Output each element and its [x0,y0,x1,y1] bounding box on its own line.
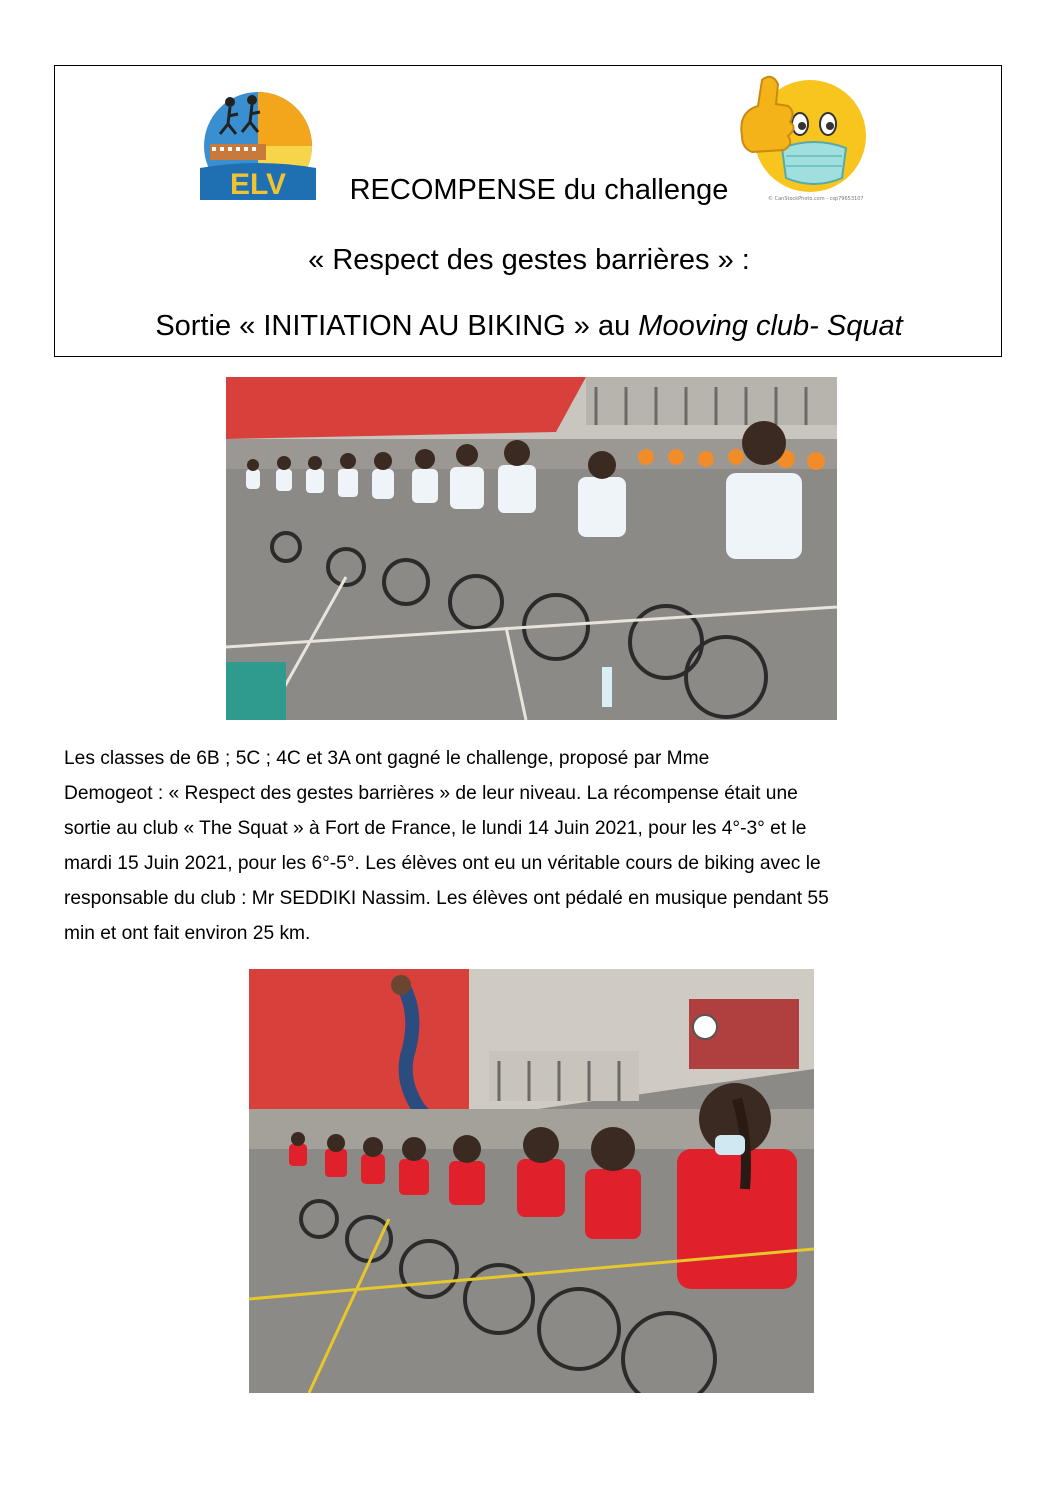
article-paragraph: Les classes de 6B ; 5C ; 4C et 3A ont gagné le challenge, proposé par Mme Demogeot : « Respect des gestes barrières » de leur niveau. La récompense était une sortie au club « The Squat » à Fort de France, le lundi 14 Juin 2021, pour les 4°-3° et le mardi 15 Juin 2021, pour les 6°-5°. Les élèves ont eu un véritable cours de biking avec le responsable du club : Mr SEDDIKI Nassim. Les élèves ont pédalé en musique pendant 55 min et ont fait environ 25 km. [64,748,829,944]
title-line-2: « Respect des gestes barrières » : [308,244,750,276]
title-line-1: RECOMPENSE du challenge [349,174,729,206]
title-line-3-club: Mooving club- Squat [638,310,903,342]
title-line-3-prefix: Sortie « INITIATION AU BIKING » au [155,310,639,342]
spin-class-photo-2 [249,969,814,1393]
spin-class-photo-white-shirts-icon [226,377,837,720]
title-line-3 [0,310,1058,343]
emoji-caption: © CanStockPhoto.com - csp79653107 [768,196,864,202]
spin-class-photo-red-shirts-icon [249,969,814,1393]
spin-class-photo-1 [226,377,837,720]
logo-text: ELV [229,168,287,201]
